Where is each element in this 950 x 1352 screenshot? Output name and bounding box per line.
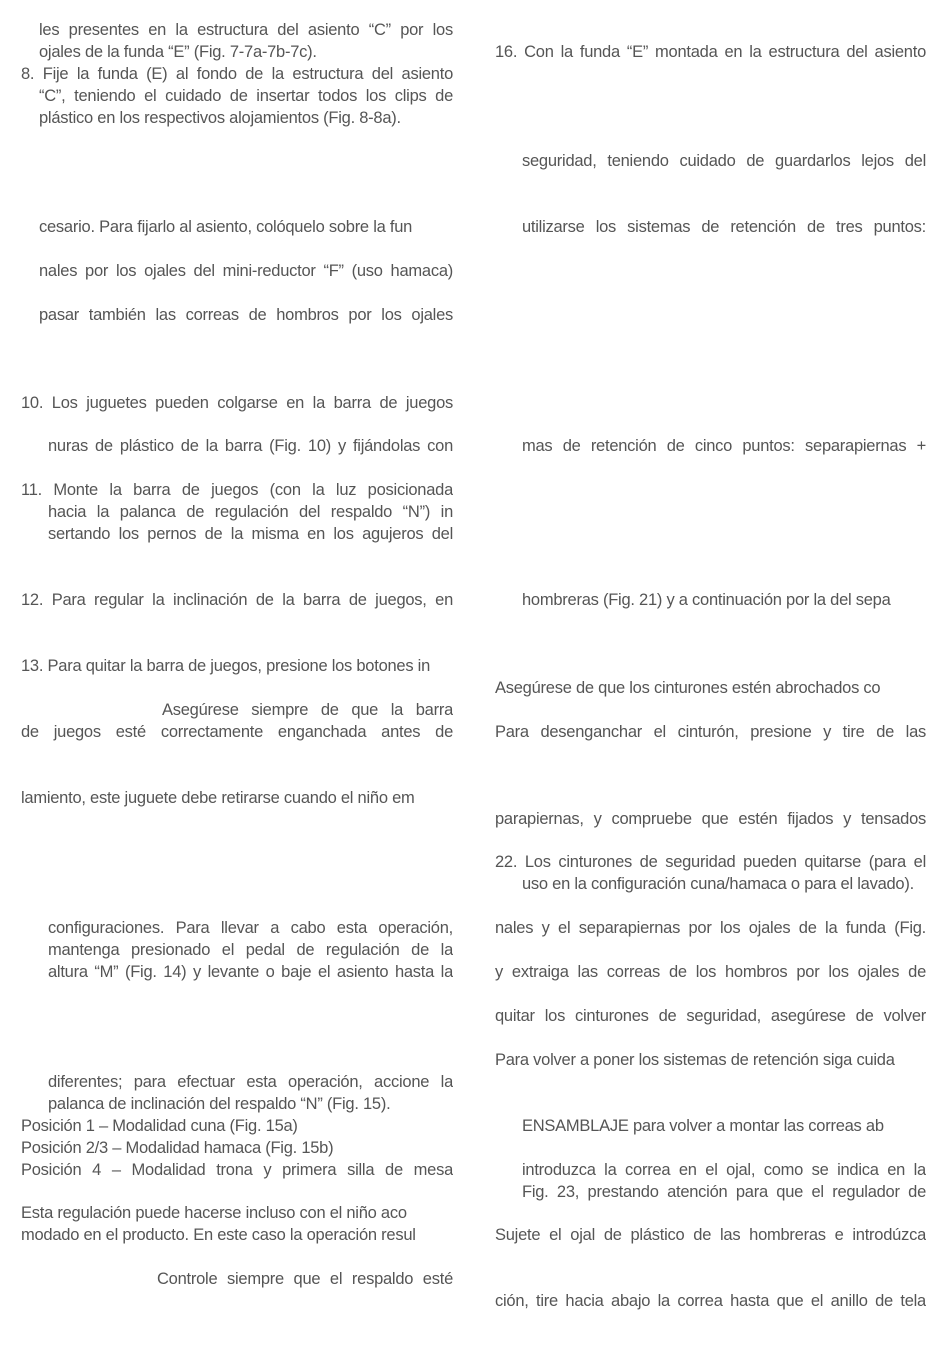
text-line: configuraciones. Para llevar a cabo esta operación, (48, 919, 453, 937)
text-line: modado en el producto. En este caso la operación resul (21, 1226, 416, 1244)
text-line: palanca de inclinación del respaldo “N” (Fig. 15). (48, 1095, 391, 1113)
text-line: parapiernas, y compruebe que estén fijados y tensados (495, 810, 926, 828)
text-line: Posición 1 – Modalidad cuna (Fig. 15a) (21, 1117, 298, 1135)
text-line: nales por los ojales del mini-reductor “F” (uso hamaca) (39, 262, 453, 280)
text-line: Posición 4 – Modalidad trona y primera silla de mesa (21, 1161, 453, 1179)
text-line: ENSAMBLAJE para volver a montar las correas ab (522, 1117, 884, 1135)
text-line: 12. Para regular la inclinación de la barra de juegos, en (21, 591, 453, 609)
text-line: 22. Los cinturones de seguridad pueden quitarse (para el (495, 853, 926, 871)
text-line: 8. Fije la funda (E) al fondo de la estructura del asiento (21, 65, 453, 83)
text-line: altura “M” (Fig. 14) y levante o baje el asiento hasta la (48, 963, 453, 981)
text-line: de juegos esté correctamente enganchada antes de (21, 723, 453, 741)
text-line: hombreras (Fig. 21) y a continuación por la del sepa (522, 591, 891, 609)
text-line: ojales de la funda “E” (Fig. 7-7a-7b-7c). (39, 43, 317, 61)
text-line: Para volver a poner los sistemas de retención siga cuida (495, 1051, 895, 1069)
text-line: Asegúrese siempre de que la barra (162, 701, 453, 719)
text-line: 11. Monte la barra de juegos (con la luz posicionada (21, 481, 453, 499)
text-line: lamiento, este juguete debe retirarse cuando el niño em (21, 789, 415, 807)
text-line: 13. Para quitar la barra de juegos, presione los botones in (21, 657, 431, 675)
text-line: plástico en los respectivos alojamientos (Fig. 8-8a). (39, 109, 401, 127)
text-line: ción, tire hacia abajo la correa hasta que el anillo de tela (495, 1292, 926, 1310)
text-line: Fig. 23, prestando atención para que el regulador de (522, 1183, 926, 1201)
text-line: hacia la palanca de regulación del respaldo “N”) in (48, 503, 453, 521)
text-line: pasar también las correas de hombros por los ojales (39, 306, 453, 324)
text-line: Para desenganchar el cinturón, presione y tire de las (495, 723, 926, 741)
text-line: uso en la configuración cuna/hamaca o para el lavado). (522, 875, 914, 893)
text-line: utilizarse los sistemas de retención de tres puntos: (522, 218, 926, 236)
text-line: mas de retención de cinco puntos: separapiernas + (522, 437, 926, 455)
text-line: seguridad, teniendo cuidado de guardarlos lejos del (522, 152, 926, 170)
text-line: nales y el separapiernas por los ojales de la funda (Fig. (495, 919, 926, 937)
text-line: “C”, teniendo el cuidado de insertar todos los clips de (39, 87, 453, 105)
text-line: mantenga presionado el pedal de regulación de la (48, 941, 453, 959)
text-line: diferentes; para efectuar esta operación, accione la (48, 1073, 453, 1091)
text-line: les presentes en la estructura del asiento “C” por los (39, 21, 453, 39)
text-line: quitar los cinturones de seguridad, asegúrese de volver (495, 1007, 926, 1025)
text-line: y extraiga las correas de los hombros por los ojales de (495, 963, 926, 981)
text-line: introduzca la correa en el ojal, como se indica en la (522, 1161, 926, 1179)
text-line: Asegúrese de que los cinturones estén abrochados co (495, 679, 881, 697)
text-line: cesario. Para fijarlo al asiento, colóquelo sobre la fun (39, 218, 413, 236)
text-line: 16. Con la funda “E” montada en la estructura del asiento (495, 43, 926, 61)
text-line: 10. Los juguetes pueden colgarse en la barra de juegos (21, 394, 453, 412)
text-line: nuras de plástico de la barra (Fig. 10) y fijándolas con (48, 437, 453, 455)
text-line: Posición 2/3 – Modalidad hamaca (Fig. 15b) (21, 1139, 334, 1157)
text-line: Controle siempre que el respaldo esté (157, 1270, 453, 1288)
text-line: Sujete el ojal de plástico de las hombreras e introdúzca (495, 1226, 926, 1244)
text-line: sertando los pernos de la misma en los agujeros del (48, 525, 453, 543)
text-line: Esta regulación puede hacerse incluso con el niño aco (21, 1204, 407, 1222)
